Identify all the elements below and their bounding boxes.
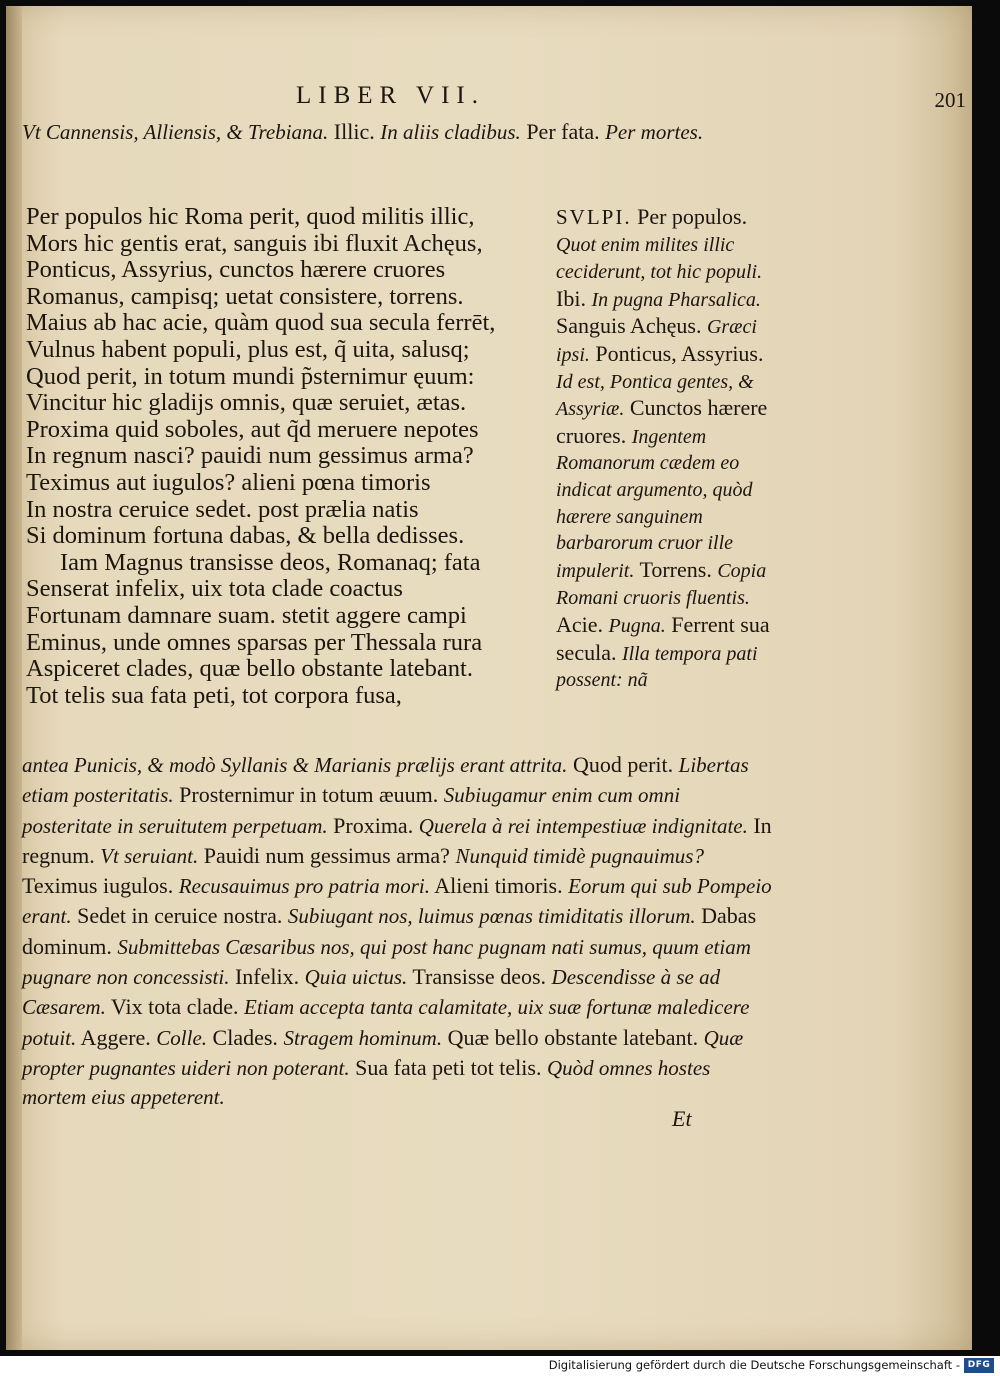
verse-line: Teximus aut iugulos? alieni pœna timoris: [26, 468, 431, 496]
dfg-logo-icon: DFG: [964, 1358, 994, 1373]
verse-line: Fortunam damnare suam. stetit aggere campi: [26, 601, 467, 629]
lemma-segment: Acie.: [556, 611, 609, 637]
lemma-segment: Pauidi num gessimus arma?: [198, 842, 456, 868]
verse-block: [26, 204, 556, 709]
verse-line: Iam Magnus transisse deos, Romanaq; fata: [60, 548, 481, 576]
commentary-segment: Nunquid timidè pugnauimus?: [455, 843, 704, 868]
verse-line: Senserat infelix, uix tota clade coactus: [26, 575, 403, 603]
commentary-segment: Quòd omnes hostes mortem eius appeterent.: [22, 1055, 711, 1110]
lemma-segment: Quæ bello obstante latebant.: [442, 1024, 704, 1050]
lemma-segment: Ponticus, Assyrius.: [589, 340, 764, 366]
lemma-segment: Dabas dominum.: [22, 903, 757, 959]
page-number: 201: [934, 88, 966, 112]
verse-line: Quod perit, in totum mundi p̃sternimur ęuum:: [26, 362, 475, 390]
commentary-segment: Eorum qui sub Pompeio erant.: [22, 874, 772, 929]
verse-line: Proxima quid soboles, aut q̃d meruere nepotes: [26, 415, 479, 443]
verse-line: Mors hic gentis erat, sanguis ibi fluxit Achęus,: [26, 229, 483, 257]
lemma-segment: Per populos.: [631, 204, 748, 229]
lemma-segment: Clades.: [207, 1024, 284, 1050]
lemma-segment: Quod perit.: [567, 752, 679, 777]
commentary-segment: Descendisse à se ad Cæsarem.: [22, 965, 721, 1020]
commentary-segment: Submittebas Cæsaribus nos, qui post hanc pugnam nati sumus, quum etiam pugnare non concessisti.: [22, 934, 751, 990]
lemma-segment: Vix tota clade.: [105, 994, 245, 1020]
commentary-segment: In aliis cladibus.: [380, 120, 521, 144]
commentary-segment: Etiam accepta tanta calamitate, uix suæ fortunæ maledicere potuit.: [22, 995, 750, 1050]
book-page: [6, 6, 972, 1350]
lemma-segment: Sua fata peti tot telis.: [349, 1054, 547, 1080]
bottom-commentary: [22, 750, 772, 1113]
commentary-segment: Id est, Pontica gentes, & Assyriæ.: [556, 370, 754, 421]
verse-line: In regnum nasci? pauidi num gessimus arma?: [26, 442, 474, 470]
side-gloss: [556, 204, 776, 694]
lemma-segment: Prosternimur in totum æuum.: [173, 782, 444, 808]
commentary-segment: Vt Cannensis, Alliensis, & Trebiana.: [22, 120, 329, 144]
lemma-segment: Teximus iugulos.: [22, 873, 179, 899]
commentary-segment: Copia Romani cruoris fluentis.: [556, 559, 767, 610]
lemma-segment: Torrens.: [634, 556, 718, 582]
sig-segment: SVLPI.: [556, 205, 632, 229]
verse-line: Romanus, campisq; uetat consistere, torrens.: [26, 282, 464, 310]
lemma-segment: Transisse deos.: [407, 964, 552, 990]
commentary-segment: Colle.: [156, 1025, 208, 1050]
verse-line: Vincitur hic gladijs omnis, quæ seruiet, ætas.: [26, 389, 467, 417]
lemma-segment: Infelix.: [229, 964, 305, 990]
lemma-segment: Cunctos hærere cruores.: [556, 395, 768, 448]
verse-line: Eminus, unde omnes sparsas per Thessala rura: [26, 628, 483, 656]
verse-line: Maius ab hac acie, quàm quod sua secula ferrēt,: [26, 309, 496, 337]
commentary-segment: Subiugant nos, luimus pœnas timiditatis illorum.: [287, 904, 696, 929]
lemma-segment: Alieni timoris.: [429, 873, 569, 899]
verse-line: Aspiceret clades, quæ bello obstante latebant.: [26, 655, 473, 683]
commentary-segment: Vt seruiant.: [100, 843, 199, 868]
commentary-segment: Recusauimus pro patria mori.: [178, 874, 430, 899]
lemma-segment: Per fata.: [520, 119, 606, 144]
commentary-segment: Libertas etiam posteritatis.: [22, 753, 749, 808]
catchword: Et: [672, 1106, 692, 1131]
footer-credit: Digitalisierung gefördert durch die Deutsche Forschungsgemeinschaft -: [548, 1358, 960, 1372]
verse-line: In nostra ceruice sedet. post prælia natis: [26, 495, 419, 523]
verse-line: Si dominum fortuna dabas, & bella dedisses.: [26, 522, 465, 550]
lemma-segment: Sanguis Achęus.: [556, 313, 707, 339]
lemma-segment: Proxima.: [327, 812, 419, 838]
lemma-segment: Sedet in ceruice nostra.: [71, 903, 288, 929]
lemma-segment: Ferrent sua secula.: [556, 611, 770, 665]
running-head: LIBER VII.: [296, 82, 485, 109]
commentary-segment: Illa tempora pati possent: nã: [556, 642, 758, 692]
top-commentary: [22, 118, 772, 146]
verse-line: Tot telis sua fata peti, tot corpora fusa,: [26, 681, 402, 709]
commentary-segment: Stragem hominum.: [283, 1025, 443, 1050]
commentary-segment: Per mortes.: [605, 120, 704, 144]
verse-line: Per populos hic Roma perit, quod militis illic,: [26, 203, 475, 230]
verse-line: Ponticus, Assyrius, cunctos hærere cruores: [26, 256, 446, 284]
commentary-segment: Quæ propter pugnantes uideri non poterant.: [22, 1025, 744, 1080]
lemma-segment: Aggere.: [76, 1024, 157, 1050]
commentary-segment: Pugna.: [608, 614, 666, 637]
commentary-segment: Quia uictus.: [304, 965, 408, 990]
commentary-segment: Subiugamur enim cum omni posteritate in seruitutem perpetuam.: [22, 783, 681, 838]
verse-line: Vulnus habent populi, plus est, q̃ uita, salusq;: [26, 335, 470, 363]
lemma-segment: Illic.: [328, 119, 381, 144]
commentary-segment: Græci ipsi.: [556, 316, 757, 366]
lemma-segment: Ibi.: [556, 285, 592, 311]
footer-bar: [0, 1356, 1000, 1376]
page-spine-shadow: [6, 6, 22, 1350]
commentary-segment: Querela à rei intempestiuæ indignitate.: [418, 813, 748, 838]
commentary-segment: antea Punicis, & modò Syllanis & Marianis prælijs erant attrita.: [22, 753, 568, 777]
commentary-segment: In pugna Pharsalica.: [591, 288, 761, 311]
lemma-segment: In regnum.: [22, 812, 772, 868]
commentary-segment: Ingentem Romanorum cædem eo indicat argumento, quòd hærere sanguinem barbarorum cruor ille impulerit.: [556, 425, 753, 582]
commentary-segment: Quot enim milites illic ceciderunt, tot hic populi.: [556, 233, 763, 284]
